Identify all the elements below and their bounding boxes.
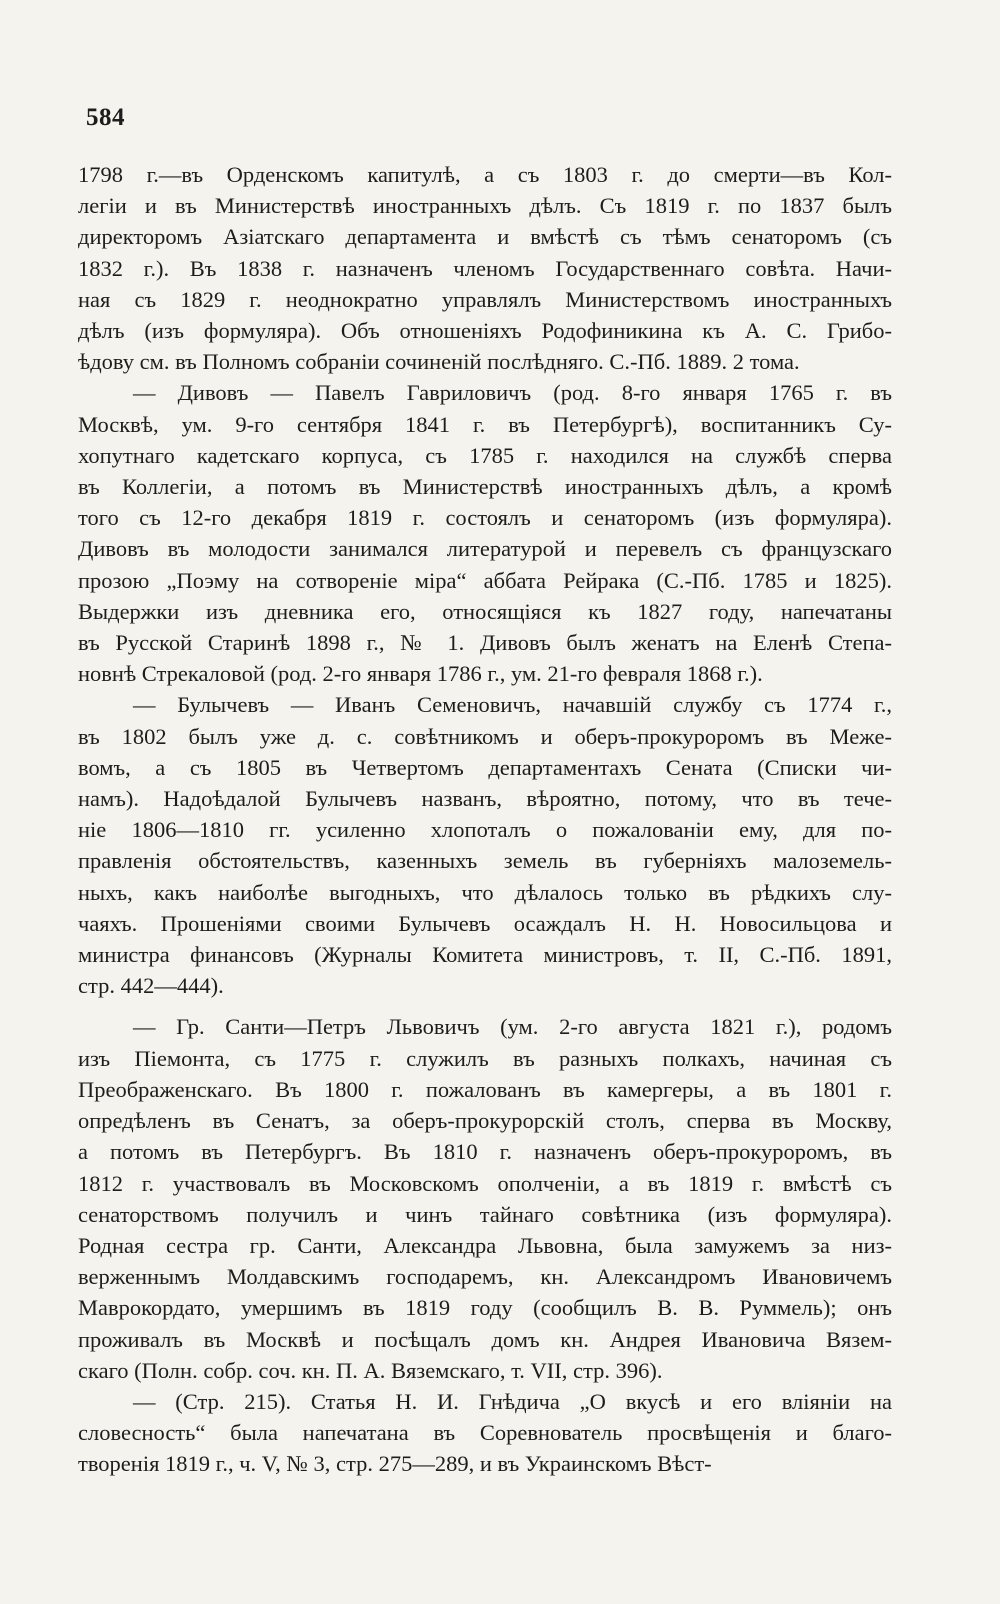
text-line: правленія обстоятельствъ, казенныхъ земель въ губерніяхъ малоземель- bbox=[78, 848, 892, 874]
text-line: Выдержки изъ дневника его, относящіяся къ 1827 году, напечатаны bbox=[78, 598, 892, 624]
text-line: 1832 г.). Въ 1838 г. назначенъ членомъ Государственнаго совѣта. Начи- bbox=[78, 255, 892, 281]
text-line: а потомъ въ Петербургъ. Въ 1810 г. назначенъ оберъ-прокуроромъ, въ bbox=[78, 1139, 892, 1165]
paragraph bbox=[78, 1011, 892, 1385]
paragraph bbox=[78, 1386, 892, 1480]
text-line: Родная сестра гр. Санти, Александра Львовна, была замужемъ за низ- bbox=[78, 1232, 892, 1258]
text-line: ніе 1806—1810 гг. усиленно хлопоталъ о пожалованіи ему, для по- bbox=[78, 817, 892, 843]
text-line: новнѣ Стрекаловой (род. 2-го января 1786 г., ум. 21-го февраля 1868 г.). bbox=[78, 661, 763, 687]
text-line: ныхъ, какъ наиболѣе выгодныхъ, что дѣлалось только въ рѣдкихъ слу- bbox=[78, 879, 892, 905]
text-line: — (Стр. 215). Статья Н. И. Гнѣдича „О вкусѣ и его вліяніи на bbox=[133, 1388, 892, 1414]
text-line: того съ 12-го декабря 1819 г. состоялъ и сенаторомъ (изъ формуляра). bbox=[78, 505, 892, 531]
text-line: 1812 г. участвовалъ въ Московскомъ ополченіи, а въ 1819 г. вмѣстѣ съ bbox=[78, 1170, 892, 1196]
text-line: въ 1802 былъ уже д. с. совѣтникомъ и оберъ-прокуроромъ въ Меже- bbox=[78, 723, 892, 749]
text-line: Дивовъ въ молодости занимался литературой и перевелъ съ французскаго bbox=[78, 536, 892, 562]
text-line: въ Русской Старинѣ 1898 г., № 1. Дивовъ былъ женатъ на Еленѣ Степа- bbox=[78, 630, 892, 656]
text-line: въ Коллегіи, а потомъ въ Министерствѣ иностранныхъ дѣлъ, а кромѣ bbox=[78, 474, 892, 500]
text-line: стр. 442—444). bbox=[78, 973, 224, 999]
text-line: изъ Піемонта, съ 1775 г. служилъ въ разныхъ полкахъ, начиная съ bbox=[78, 1045, 892, 1071]
text-line: — Дивовъ — Павелъ Гавриловичъ (род. 8-го января 1765 г. въ bbox=[133, 380, 892, 406]
text-line: Москвѣ, ум. 9-го сентября 1841 г. въ Петербургѣ), воспитанникъ Су- bbox=[78, 411, 892, 437]
text-line: дѣлъ (изъ формуляра). Объ отношеніяхъ Родофиникина къ А. С. Грибо- bbox=[78, 318, 892, 344]
paragraph bbox=[78, 159, 892, 377]
text-line: проживалъ въ Москвѣ и посѣщалъ домъ кн. Андрея Ивановича Вязем- bbox=[78, 1326, 892, 1352]
text-line: намъ). Надоѣдалой Булычевъ названъ, вѣроятно, потому, что въ тече- bbox=[78, 786, 892, 812]
text-line: — Булычевъ — Иванъ Семеновичъ, начавшій службу съ 1774 г., bbox=[133, 692, 892, 718]
text-line: хопутнаго кадетскаго корпуса, съ 1785 г. находился на службѣ сперва bbox=[78, 442, 892, 468]
text-line: чаяхъ. Прошеніями своими Булычевъ осаждалъ Н. Н. Новосильцова и bbox=[78, 910, 892, 936]
paragraph bbox=[78, 377, 892, 689]
text-line: министра финансовъ (Журналы Комитета министровъ, т. II, С.-Пб. 1891, bbox=[78, 942, 892, 968]
text-line: — Гр. Санти—Петръ Львовичъ (ум. 2-го августа 1821 г.), родомъ bbox=[133, 1014, 892, 1040]
text-line: словесность“ была напечатана въ Соревнователь просвѣщенія и благо- bbox=[78, 1420, 892, 1446]
text-line: верженнымъ Молдавскимъ господаремъ, кн. Александромъ Ивановичемъ bbox=[78, 1264, 892, 1290]
text-line: ная съ 1829 г. неоднократно управлялъ Министерствомъ иностранныхъ bbox=[78, 286, 892, 312]
text-line: скаго (Полн. собр. соч. кн. П. А. Вяземскаго, т. VII, стр. 396). bbox=[78, 1357, 663, 1383]
text-line: директоромъ Азіатскаго департамента и вмѣстѣ съ тѣмъ сенаторомъ (съ bbox=[78, 224, 892, 250]
text-line: Маврокордато, умершимъ въ 1819 году (сообщилъ В. В. Руммель); онъ bbox=[78, 1295, 892, 1321]
text-line: вомъ, а съ 1805 въ Четвертомъ департаментахъ Сената (Списки чи- bbox=[78, 754, 892, 780]
text-line: творенія 1819 г., ч. V, № 3, стр. 275—289, и въ Украинскомъ Вѣст- bbox=[78, 1451, 712, 1477]
text-line: опредѣленъ въ Сенатъ, за оберъ-прокурорскій столъ, сперва въ Москву, bbox=[78, 1108, 892, 1134]
page-number: 584 bbox=[86, 104, 125, 131]
text-line: ѣдову см. въ Полномъ собраніи сочиненій послѣдняго. С.-Пб. 1889. 2 тома. bbox=[78, 349, 800, 375]
text-line: прозою „Поэму на сотвореніе міра“ аббата Рейрака (С.-Пб. 1785 и 1825). bbox=[78, 567, 892, 593]
body-text bbox=[78, 159, 892, 1480]
text-line: 1798 г.—въ Орденскомъ капитулѣ, а съ 1803 г. до смерти—въ Кол- bbox=[78, 162, 892, 187]
text-line: легіи и въ Министерствѣ иностранныхъ дѣлъ. Съ 1819 г. по 1837 былъ bbox=[78, 193, 892, 219]
text-line: Преображенскаго. Въ 1800 г. пожалованъ въ камергеры, а въ 1801 г. bbox=[78, 1076, 892, 1102]
paragraph bbox=[78, 689, 892, 1001]
text-line: сенаторствомъ получилъ и чинъ тайнаго совѣтника (изъ формуляра). bbox=[78, 1201, 892, 1227]
